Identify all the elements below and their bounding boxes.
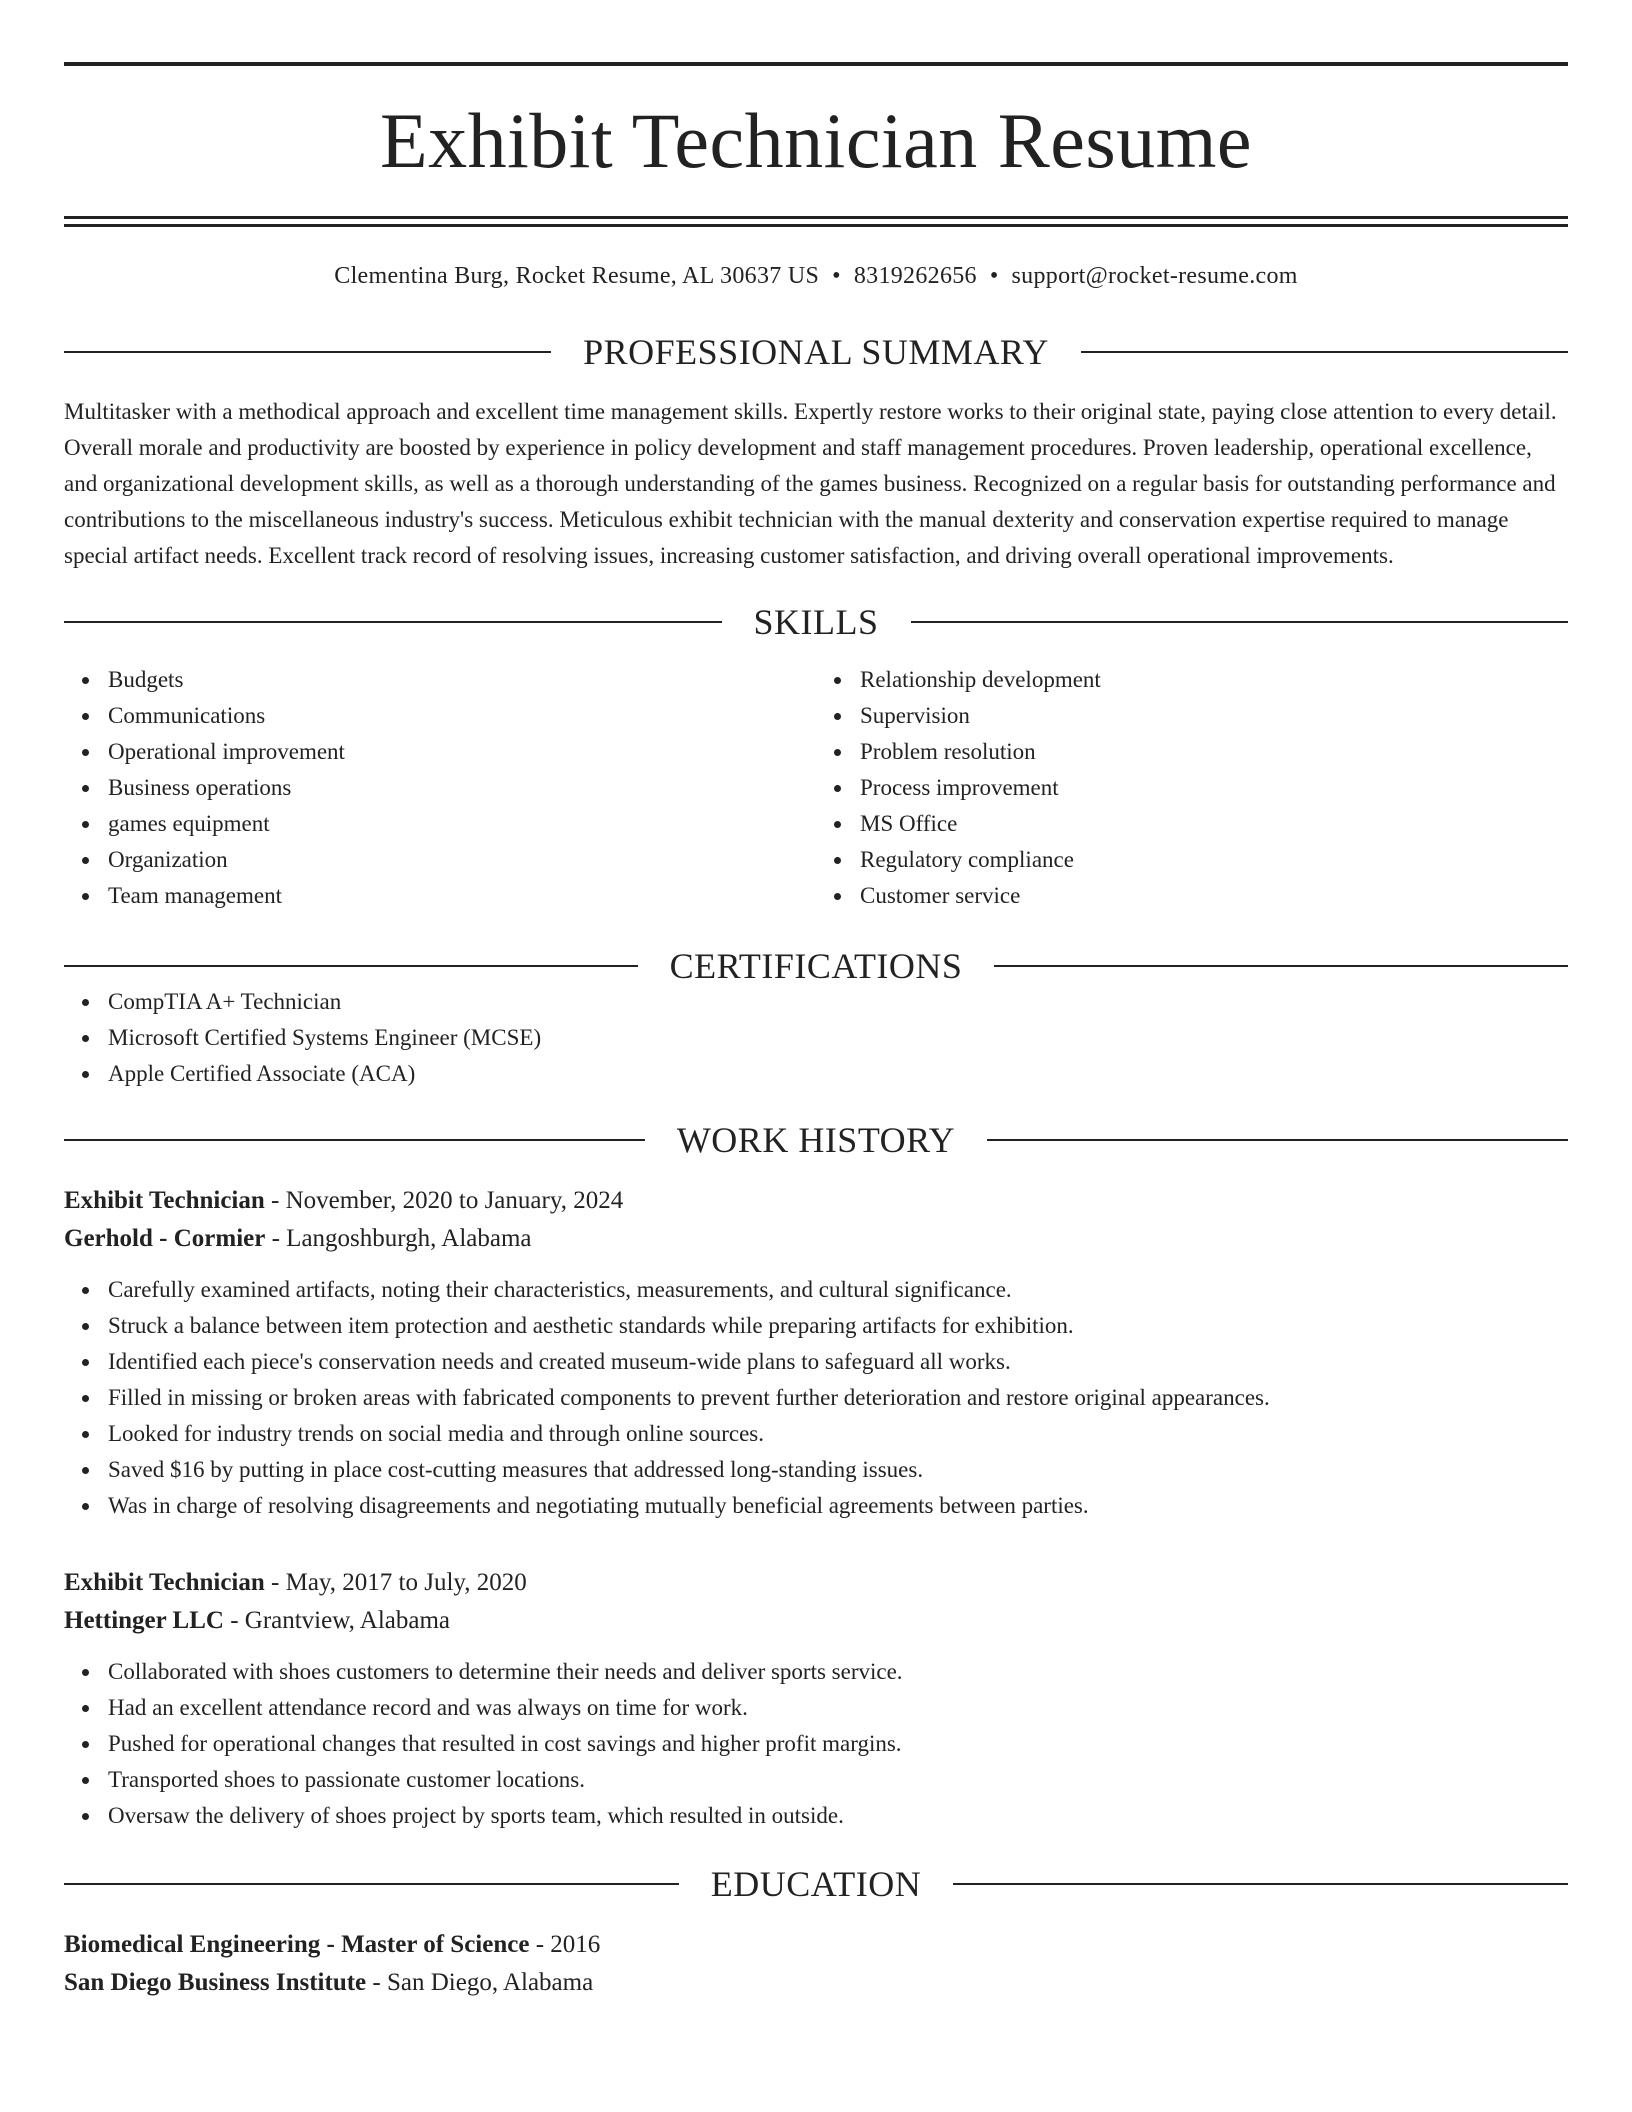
skill-item: Supervision xyxy=(860,698,1568,734)
section-rule-left xyxy=(64,1139,645,1141)
section-title-certifications: CERTIFICATIONS xyxy=(669,946,963,986)
resume-title: Exhibit Technician Resume xyxy=(379,97,1253,184)
skill-item: Problem resolution xyxy=(860,734,1568,770)
contact-email: support@rocket-resume.com xyxy=(1011,263,1298,289)
job-bullet: Filled in missing or broken areas with fabricated components to prevent further deterioration and restore original appearances. xyxy=(108,1380,1568,1416)
education-school-line xyxy=(64,1964,1568,2002)
section-rule-left xyxy=(64,351,551,353)
education-location: - San Diego, Alabama xyxy=(366,1969,594,1996)
job-bullet: Looked for industry trends on social media and through online sources. xyxy=(108,1416,1568,1452)
section-title-skills: SKILLS xyxy=(753,602,879,642)
certifications-list xyxy=(64,984,1568,1092)
skill-item: Operational improvement xyxy=(108,734,816,770)
contact-separator: • xyxy=(832,263,841,289)
section-rule-right xyxy=(953,1883,1568,1885)
skill-item: Budgets xyxy=(108,662,816,698)
job-title: Exhibit Technician xyxy=(64,1187,265,1214)
summary-paragraph: Multitasker with a methodical approach and excellent time management skills. Expertly restore works to their original state, paying close attention to every detail. Overall morale and productivity are boosted by experience in policy development and staff management procedures. Proven leadership, operational excellence, and organizational development skills, as well as a thorough understanding of the games business. Recognized on a regular basis for outstanding performance and contributions to the miscellaneous industry's success. Meticulous exhibit technician with the manual dexterity and conservation expertise required to manage special artifact needs. Excellent track record of resolving issues, increasing customer satisfaction, and driving overall operational improvements. xyxy=(64,399,1557,568)
skills-list-right xyxy=(816,662,1568,914)
job-bullet: Transported shoes to passionate customer locations. xyxy=(108,1762,1568,1798)
contact-line xyxy=(64,263,1568,290)
job-bullet: Was in charge of resolving disagreements and negotiating mutually beneficial agreements between parties. xyxy=(108,1488,1568,1524)
skill-item: Process improvement xyxy=(860,770,1568,806)
skill-item: Organization xyxy=(108,842,816,878)
job-title-line xyxy=(64,1182,1568,1220)
skill-item: Regulatory compliance xyxy=(860,842,1568,878)
section-rule-right xyxy=(1081,351,1568,353)
section-title-work: WORK HISTORY xyxy=(676,1120,956,1160)
education-degree: Biomedical Engineering - Master of Science xyxy=(64,1931,530,1958)
job-company-line xyxy=(64,1602,1568,1640)
job-company: Gerhold - Cormier xyxy=(64,1225,266,1252)
job-bullet: Carefully examined artifacts, noting their characteristics, measurements, and cultural significance. xyxy=(108,1272,1568,1308)
summary-section-header xyxy=(64,334,1568,370)
job-dates: - May, 2017 to July, 2020 xyxy=(264,1569,527,1596)
section-rule-left xyxy=(64,965,638,967)
section-title-education: EDUCATION xyxy=(710,1864,922,1904)
job-title: Exhibit Technician xyxy=(64,1569,265,1596)
section-rule-right xyxy=(911,621,1569,623)
job-bullet: Oversaw the delivery of shoes project by sports team, which resulted in outside. xyxy=(108,1798,1568,1834)
skill-item: Business operations xyxy=(108,770,816,806)
education-entry xyxy=(64,1926,1568,2002)
certifications-section-header xyxy=(64,948,1568,984)
work-section-header xyxy=(64,1122,1568,1158)
skill-item: Communications xyxy=(108,698,816,734)
job-company-line xyxy=(64,1220,1568,1258)
job-bullet: Struck a balance between item protection and aesthetic standards while preparing artifacts for exhibition. xyxy=(108,1308,1568,1344)
job-location: - Grantview, Alabama xyxy=(223,1607,451,1634)
education-degree-line xyxy=(64,1926,1568,1964)
skill-item: Relationship development xyxy=(860,662,1568,698)
section-rule-right xyxy=(987,1139,1568,1141)
skills-section-header xyxy=(64,604,1568,640)
job-entry xyxy=(64,1564,1568,1834)
certification-item: Microsoft Certified Systems Engineer (MCSE) xyxy=(108,1020,1568,1056)
job-bullet: Pushed for operational changes that resulted in cost savings and higher profit margins. xyxy=(108,1726,1568,1762)
skill-item: MS Office xyxy=(860,806,1568,842)
contact-address: Clementina Burg, Rocket Resume, AL 30637 US xyxy=(334,263,820,289)
education-year: - 2016 xyxy=(529,1931,601,1958)
section-rule-left xyxy=(64,1883,679,1885)
education-school: San Diego Business Institute xyxy=(64,1969,367,1996)
job-bullets xyxy=(64,1654,1568,1834)
contact-phone: 8319262656 xyxy=(853,263,977,289)
certification-item: CompTIA A+ Technician xyxy=(108,984,1568,1020)
job-entry xyxy=(64,1182,1568,1524)
job-bullet: Collaborated with shoes customers to determine their needs and deliver sports service. xyxy=(108,1654,1568,1690)
skill-item: games equipment xyxy=(108,806,816,842)
job-location: - Langoshburgh, Alabama xyxy=(265,1225,532,1252)
skill-item: Customer service xyxy=(860,878,1568,914)
job-bullet: Identified each piece's conservation needs and created museum-wide plans to safeguard all works. xyxy=(108,1344,1568,1380)
job-bullets xyxy=(64,1272,1568,1524)
certification-item: Apple Certified Associate (ACA) xyxy=(108,1056,1568,1092)
section-title-summary: PROFESSIONAL SUMMARY xyxy=(583,332,1049,372)
section-rule-right xyxy=(994,965,1568,967)
skill-item: Team management xyxy=(108,878,816,914)
job-bullet: Had an excellent attendance record and was always on time for work. xyxy=(108,1690,1568,1726)
job-company: Hettinger LLC xyxy=(64,1607,224,1634)
contact-separator: • xyxy=(989,263,999,289)
section-rule-left xyxy=(64,621,722,623)
skills-columns xyxy=(64,662,1568,914)
title-double-rule xyxy=(64,216,1568,227)
job-bullet: Saved $16 by putting in place cost-cutting measures that addressed long-standing issues. xyxy=(108,1452,1568,1488)
top-rule xyxy=(64,62,1568,66)
skills-list-left xyxy=(64,662,816,914)
job-dates: - November, 2020 to January, 2024 xyxy=(264,1187,624,1214)
education-section-header xyxy=(64,1866,1568,1902)
job-title-line xyxy=(64,1564,1568,1602)
